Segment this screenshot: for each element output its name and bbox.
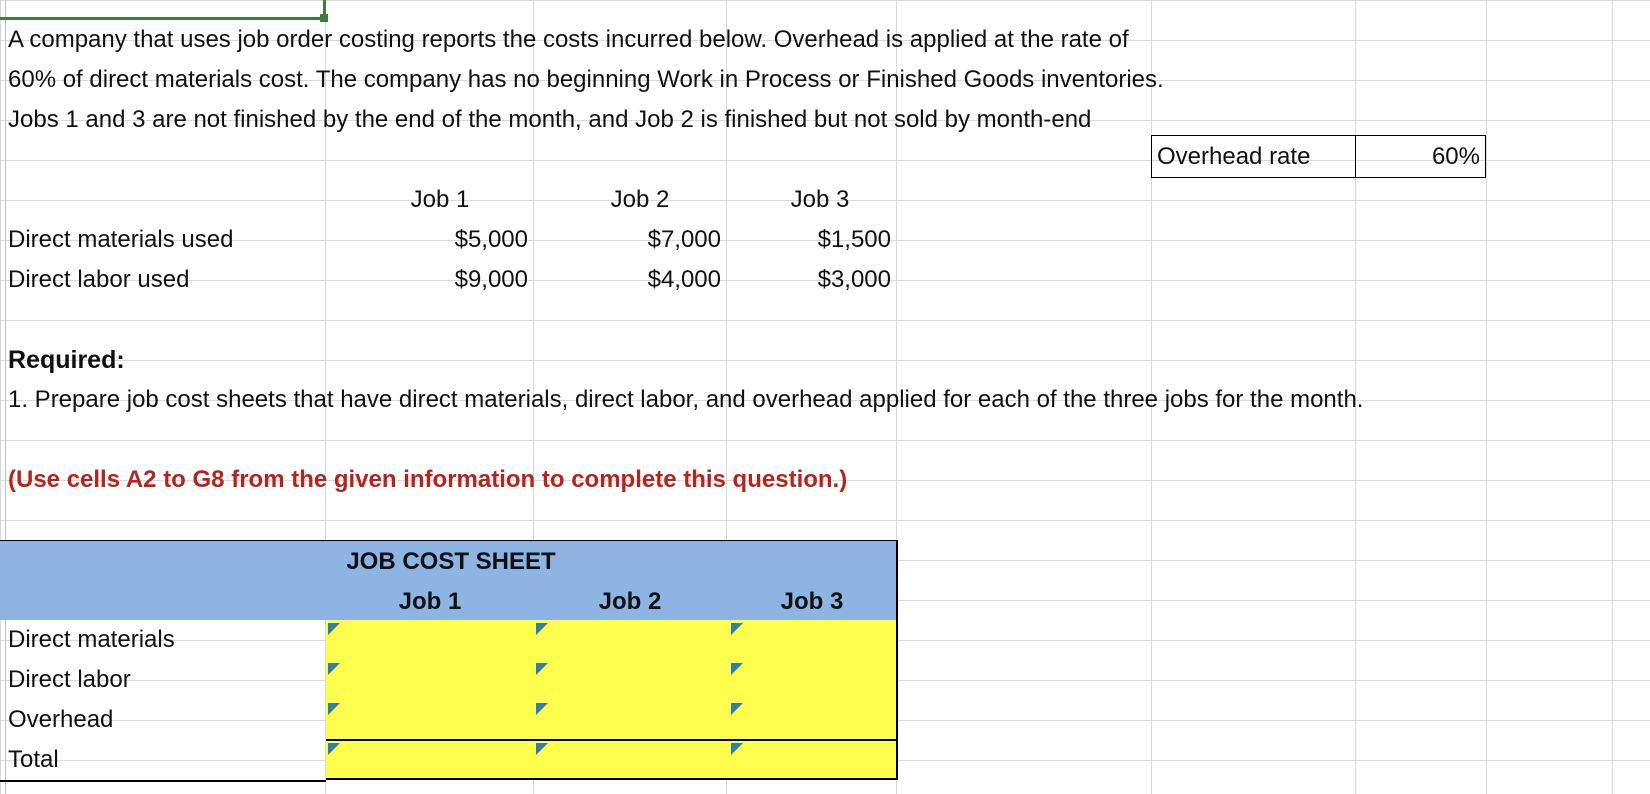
jcs-header-job3[interactable]: Job 3 bbox=[780, 588, 844, 615]
given-header-job1[interactable]: Job 1 bbox=[410, 186, 470, 213]
jcs-header-job2[interactable]: Job 2 bbox=[598, 588, 662, 615]
problem-line-1[interactable]: A company that uses job order costing reports the costs incurred below. Overhead is applied at the rate of bbox=[8, 26, 1129, 53]
required-hint[interactable]: (Use cells A2 to G8 from the given information to complete this question.) bbox=[8, 466, 848, 493]
given-header-job2[interactable]: Job 2 bbox=[610, 186, 670, 213]
jcs-dl-job2-input[interactable] bbox=[533, 660, 726, 698]
jcs-total-job3-input[interactable] bbox=[726, 740, 896, 778]
grid-line bbox=[5, 0, 6, 794]
overhead-rate-value: 60% bbox=[1431, 143, 1480, 170]
job-cost-sheet-right-border bbox=[896, 540, 898, 780]
given-dm-job2[interactable]: $7,000 bbox=[647, 226, 721, 253]
jcs-row-label-total[interactable]: Total bbox=[8, 746, 59, 773]
jcs-dl-job3-input[interactable] bbox=[726, 660, 896, 698]
problem-line-3[interactable]: Jobs 1 and 3 are not finished by the end of the month, and Job 2 is finished but not sold by month-end bbox=[8, 106, 1092, 133]
jcs-row-label-dl[interactable]: Direct labor bbox=[8, 666, 131, 693]
jcs-oh-job2-input[interactable] bbox=[533, 700, 726, 738]
comment-indicator-icon[interactable] bbox=[328, 663, 340, 675]
given-row-label-dl[interactable]: Direct labor used bbox=[8, 266, 190, 293]
grid-line bbox=[1486, 0, 1487, 794]
comment-indicator-icon[interactable] bbox=[731, 623, 743, 635]
given-dl-job1[interactable]: $9,000 bbox=[454, 266, 528, 293]
jcs-dm-job3-input[interactable] bbox=[726, 620, 896, 658]
given-dm-job1[interactable]: $5,000 bbox=[454, 226, 528, 253]
jcs-oh-job3-input[interactable] bbox=[726, 700, 896, 738]
comment-indicator-icon[interactable] bbox=[536, 743, 548, 755]
overhead-rate-label: Overhead rate bbox=[1157, 143, 1311, 170]
comment-indicator-icon[interactable] bbox=[731, 663, 743, 675]
given-dl-job2[interactable]: $4,000 bbox=[647, 266, 721, 293]
comment-indicator-icon[interactable] bbox=[536, 623, 548, 635]
comment-indicator-icon[interactable] bbox=[731, 743, 743, 755]
comment-indicator-icon[interactable] bbox=[328, 703, 340, 715]
comment-indicator-icon[interactable] bbox=[328, 623, 340, 635]
total-top-border bbox=[326, 739, 898, 741]
required-heading[interactable]: Required: bbox=[8, 346, 125, 374]
active-cell-border bbox=[0, 0, 326, 20]
job-cost-sheet-title[interactable]: JOB COST SHEET bbox=[346, 548, 556, 575]
comment-indicator-icon[interactable] bbox=[536, 703, 548, 715]
jcs-dm-job1-input[interactable] bbox=[326, 620, 533, 658]
jcs-row-label-dm[interactable]: Direct materials bbox=[8, 626, 175, 653]
jcs-oh-job1-input[interactable] bbox=[326, 700, 533, 738]
given-dm-job3[interactable]: $1,500 bbox=[817, 226, 891, 253]
jcs-dl-job1-input[interactable] bbox=[326, 660, 533, 698]
total-row-bottom-border bbox=[0, 780, 326, 782]
given-row-label-dm[interactable]: Direct materials used bbox=[8, 226, 234, 253]
required-task[interactable]: 1. Prepare job cost sheets that have direct materials, direct labor, and overhead applied for each of the three jobs for the month. bbox=[8, 386, 1364, 413]
given-dl-job3[interactable]: $3,000 bbox=[817, 266, 891, 293]
jcs-total-job2-input[interactable] bbox=[533, 740, 726, 778]
jcs-dm-job2-input[interactable] bbox=[533, 620, 726, 658]
comment-indicator-icon[interactable] bbox=[536, 663, 548, 675]
jcs-header-job1[interactable]: Job 1 bbox=[398, 588, 462, 615]
jcs-total-job1-input[interactable] bbox=[326, 740, 533, 778]
grid-line bbox=[1612, 0, 1613, 794]
comment-indicator-icon[interactable] bbox=[731, 703, 743, 715]
jcs-row-label-oh[interactable]: Overhead bbox=[8, 706, 114, 733]
given-header-job3[interactable]: Job 3 bbox=[790, 186, 850, 213]
comment-indicator-icon[interactable] bbox=[328, 743, 340, 755]
total-bottom-border bbox=[326, 778, 898, 780]
problem-line-2[interactable]: 60% of direct materials cost. The company has no beginning Work in Process or Finished Goods inventories. bbox=[8, 66, 1164, 93]
